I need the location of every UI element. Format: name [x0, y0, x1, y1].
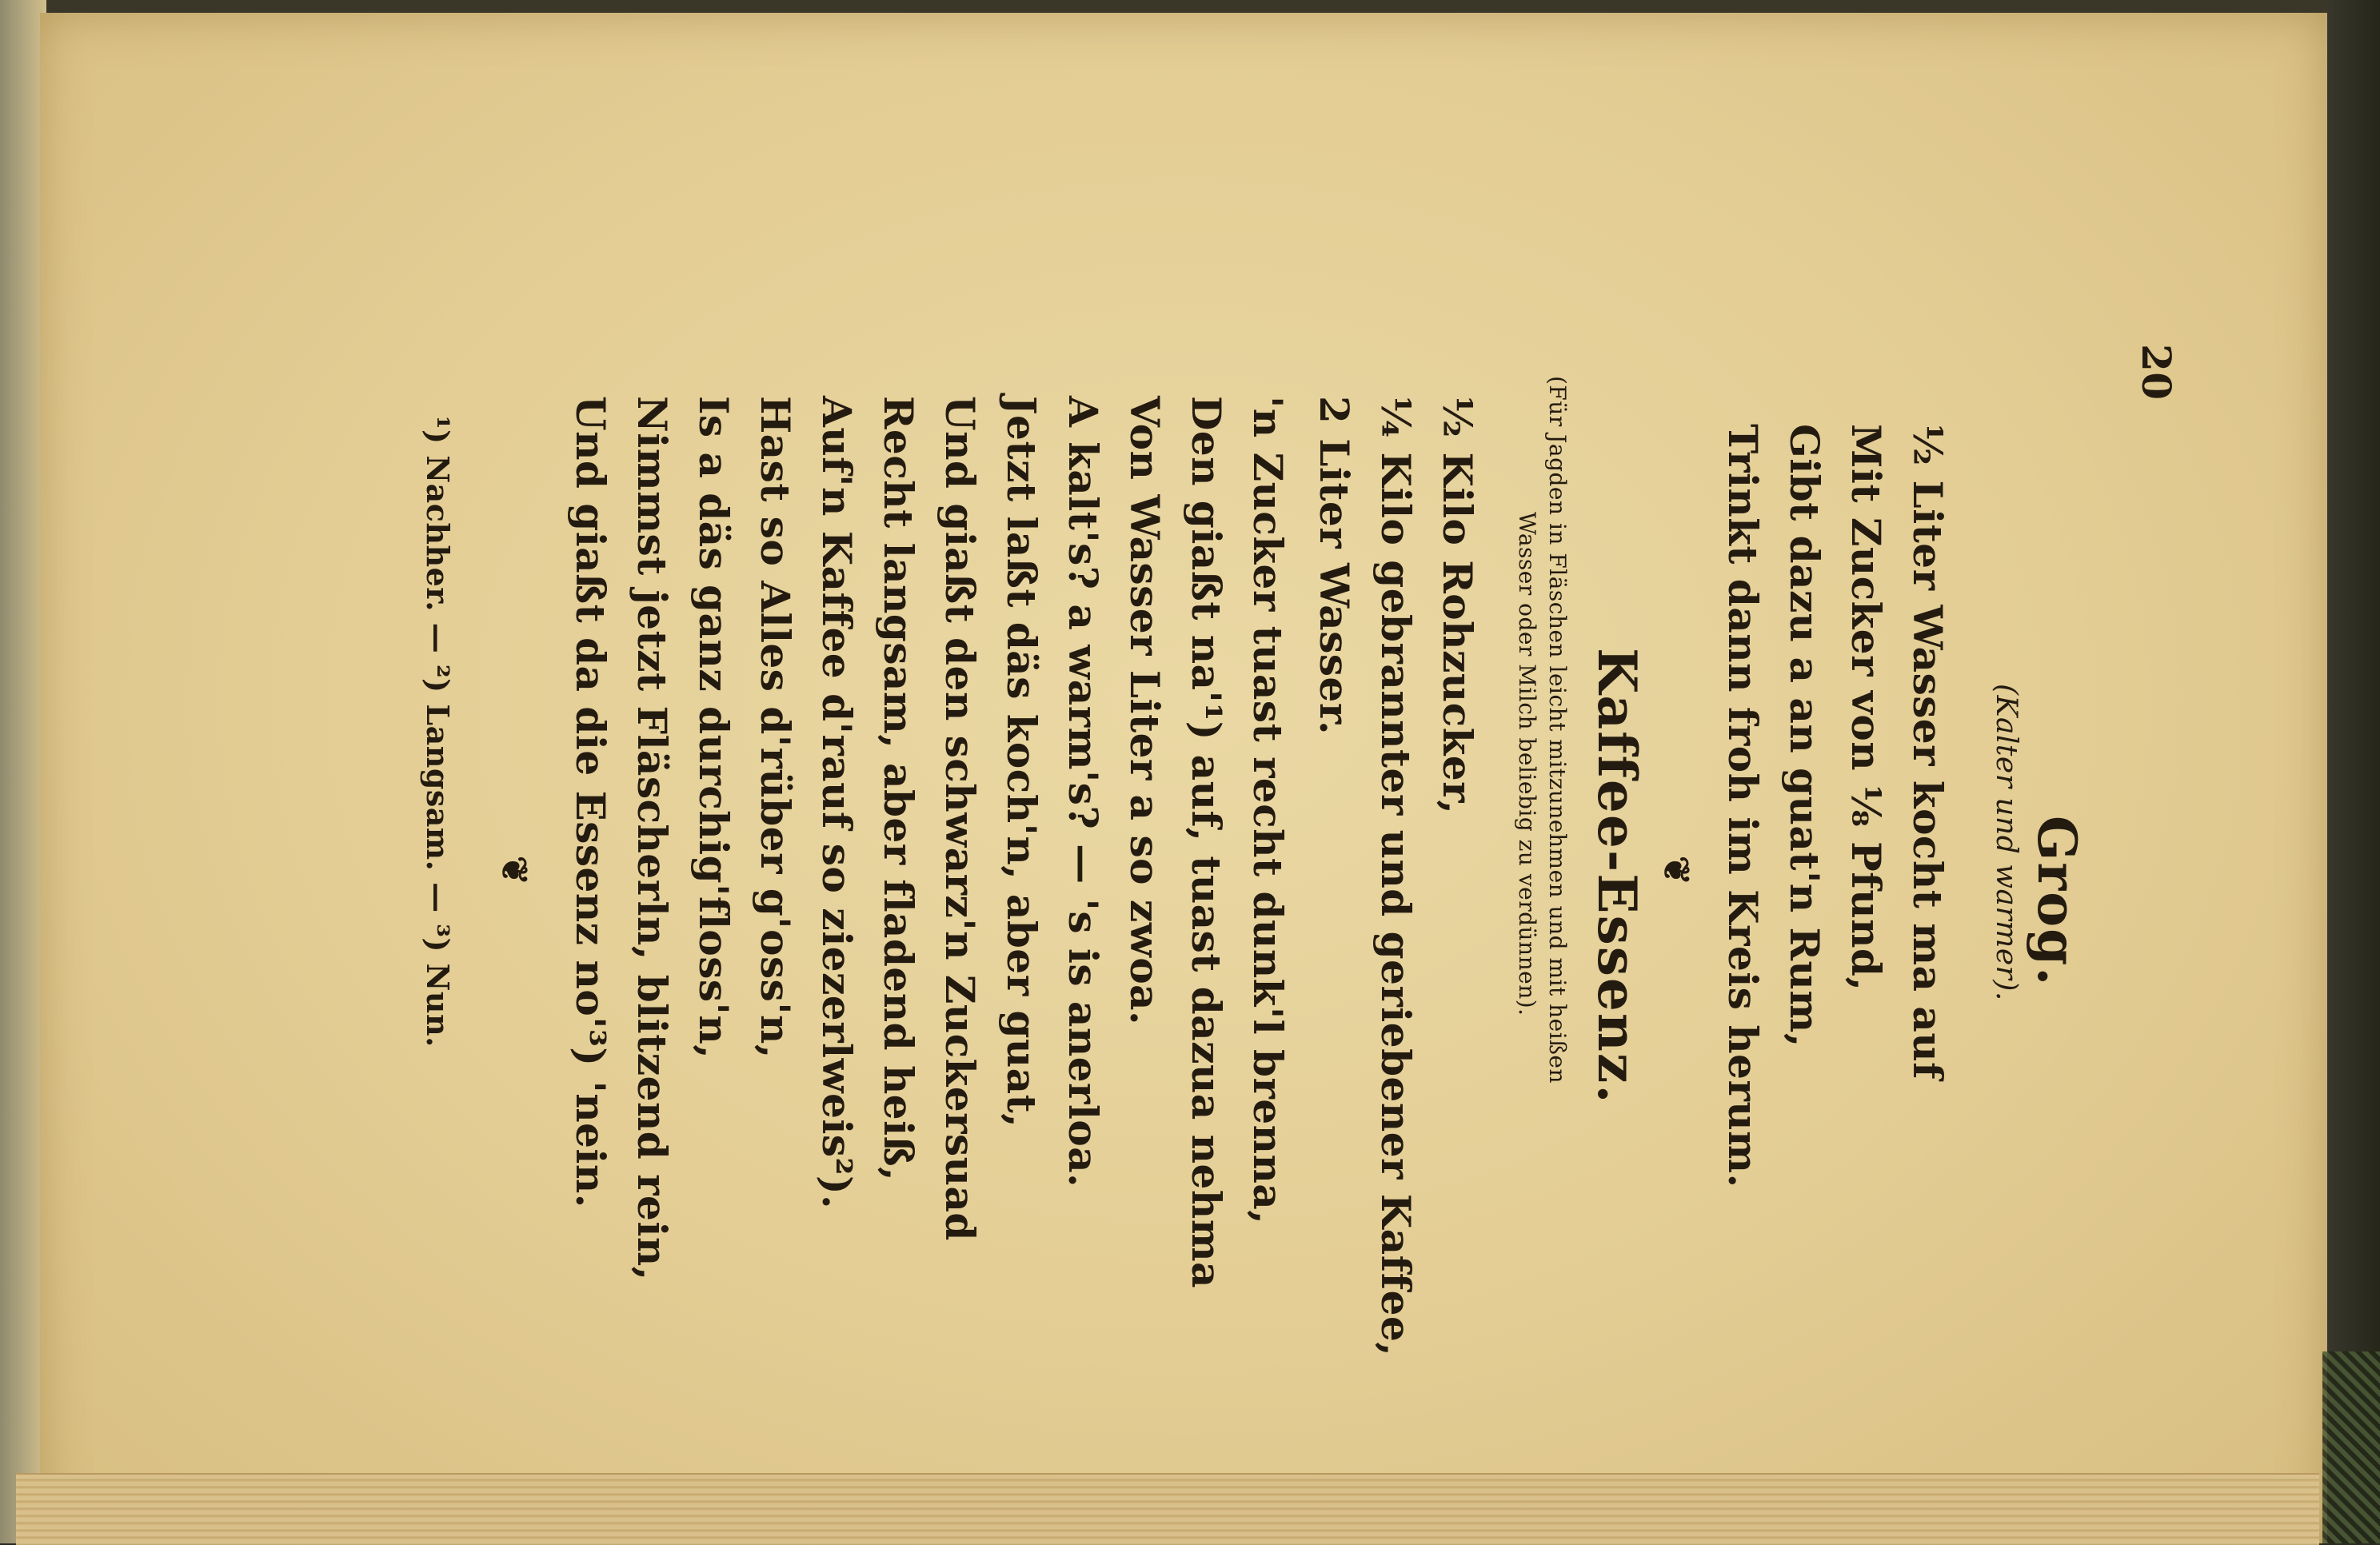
kaffee-verse: Von Wasser Liter a so zwoa. [1121, 396, 1168, 1025]
kaffee-title: Kaffee-Essenz. [1586, 648, 1648, 1105]
grog-line: Trinkt dann froh im Kreis herum. [1719, 424, 1767, 1188]
kaffee-note: (Für Jagden in Fläschen leicht mitzunehmen und mit heißen [1544, 376, 1571, 1084]
grog-line: ½ Liter Wasser kocht ma auf [1904, 424, 1951, 1080]
kaffee-verse: Und giaßt den schwarz'n Zuckersuad [936, 396, 984, 1241]
kaffee-verse: Jetzt laßt däs koch'n, aber guat, [998, 396, 1045, 1128]
kaffee-ingredient: 2 Liter Wasser. [1311, 396, 1358, 735]
kaffee-verse: Nimmst jetzt Fläscherln, blitzend rein, [629, 396, 676, 1281]
kaffee-verse: 'n Zucker tuast recht dunk'l brenna, [1244, 396, 1292, 1225]
kaffee-verse: Auf'n Kaffee d'rauf so ziezerlweis²). [813, 396, 861, 1210]
grog-title: Grog. [2026, 816, 2088, 988]
ornament-icon: ❦ [493, 856, 534, 886]
kaffee-verse: Is a däs ganz durchig'floss'n, [690, 396, 737, 1060]
grog-subtitle: (Kalter und warmer). [1990, 684, 2023, 1001]
grog-line: Mit Zucker von ⅛ Pfund, [1843, 424, 1890, 992]
kaffee-ingredient: ½ Kilo Rohzucker, [1434, 396, 1481, 815]
kaffee-note: Wasser oder Milch beliebig zu verdünnen). [1514, 512, 1540, 1016]
footnotes: ¹) Nachher. — ²) Langsam. — ³) Nun. [420, 416, 456, 1048]
page-number: 20 [2133, 344, 2180, 401]
kaffee-verse: Und giaßt da die Essenz no'³) 'nein. [567, 396, 614, 1208]
kaffee-verse: A kalt's? a warm's? — 's is anerloa. [1060, 396, 1107, 1188]
grog-line: Gibt dazu a an guat'n Rum, [1781, 424, 1828, 1048]
kaffee-verse: Recht langsam, aber fladend heiß, [875, 396, 922, 1182]
kaffee-ingredient: ¼ Kilo gebrannter und geriebener Kaffee, [1372, 396, 1420, 1357]
ornament-icon: ❦ [1655, 856, 1696, 886]
kaffee-verse: Hast so Alles d'rüber g'oss'n, [752, 396, 799, 1059]
kaffee-verse: Den giaßt na'¹) auf, tuast dazua nehma [1183, 396, 1230, 1288]
